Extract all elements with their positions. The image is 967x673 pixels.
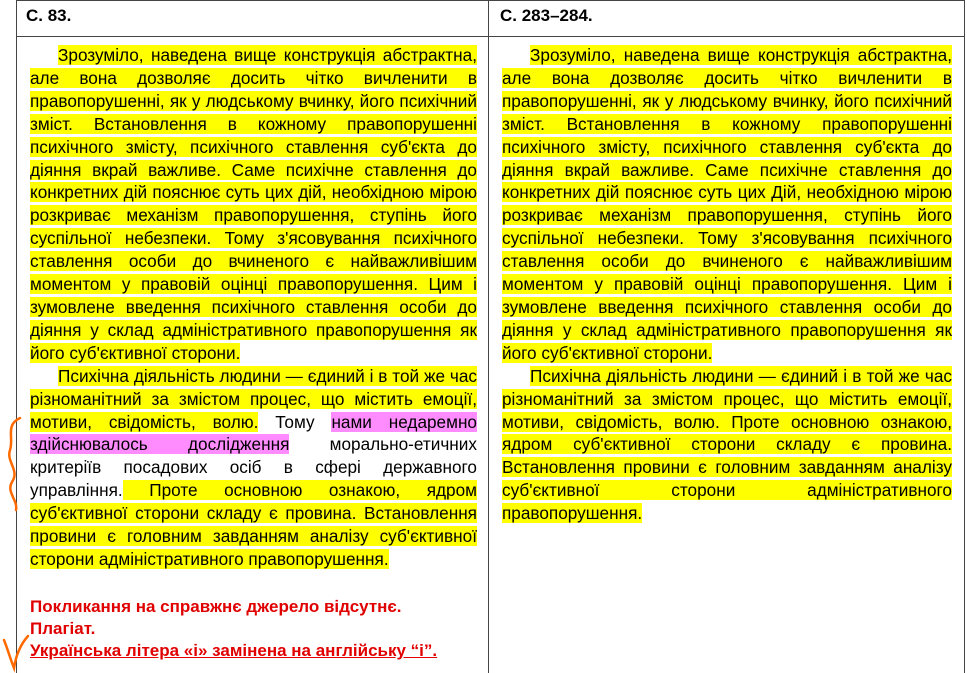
left-p2-highlighted-2: Проте основною ознакою, ядром суб'єктивної сторони складу є провина. Встановлення провини є головним завданням аналізу суб'єктивної сторони адміністративного правопорушення.: [30, 480, 477, 569]
reviewer-note: [30, 596, 437, 662]
left-p2-plain-1: Тому: [258, 411, 332, 432]
comparison-table: [16, 0, 965, 673]
table-divider: [488, 0, 489, 673]
right-p2-highlighted: Психічна діяльність людини — єдиний і в той же час різноманітний за змістом процес, що містить емоції, мотиви, свідомість, волю. Проте основною ознакою, ядром суб'єктивної сторони складу є провина. Встановлення провини є головним завданням аналізу суб'єктивної сторони адміністративного правопорушення.: [502, 365, 952, 524]
note-line-3: Українська літера «і» замінена на англійську “i”.: [30, 641, 438, 660]
right-column-text: [502, 44, 952, 525]
table-border-right: [964, 0, 965, 673]
table-border-top: [16, 0, 965, 1]
right-paragraph-1: [502, 44, 952, 365]
left-paragraph-1: [30, 44, 477, 365]
left-column-text: [30, 44, 477, 571]
left-p1-highlighted: Зрозуміло, наведена вище конструкція абстрактна, але вона дозволяє досить чітко вичленити в правопорушенні, як у людському вчинку, його психічний зміст. Встановлення в кожному правопорушенні психічного змісту, психічного ставлення суб'єкта до діяння вкрай важливе. Саме психічне ставлення до конкретних дій пояснює суть цих дій, необхідною мірою розкриває механізм правопорушення, ступінь його суспільної небезпеки. Тому з'ясовування психічного ставлення особи до вчиненого є найважливішим моментом у правовій оцінці правопорушення. Цим і зумовлене введення психічного ставлення особи до діяння у склад адміністративного правопорушення як його суб'єктивної сторони.: [30, 45, 477, 363]
note-line-2: Плагіат.: [30, 619, 96, 638]
note-line-1: Покликання на справжнє джерело відсутнє.: [30, 597, 402, 616]
left-p2-plain-2: морально-етичних критеріїв посадових осіб в сфері державного управління.: [30, 434, 477, 501]
left-p2-highlighted: Психічна діяльність людини — єдиний і в той же час різноманітний за змістом процес, що містить емоції, мотиви, свідомість, волю.: [30, 365, 477, 432]
header-separator: [16, 36, 965, 37]
table-border-left: [16, 0, 17, 673]
left-paragraph-2: [30, 365, 477, 571]
left-p2-pink-highlight: нами недаремно здійснювалось дослідження: [30, 411, 477, 455]
right-column-header: С. 283–284.: [500, 6, 593, 25]
right-p1-highlighted: Зрозуміло, наведена вище конструкція абстрактна, але вона дозволяє досить чітко вичленити в правопорушенні, як у людському вчинку, його психічний зміст. Встановлення в кожному правопорушенні психічного змісту, психічного ставлення суб'єкта до діяння вкрай важливе. Саме психічне ставлення до конкретних дій пояснює суть цих Дій, необхідною мірою розкриває механізм правопорушення, ступінь його суспільної небезпеки. Тому з'ясовування психічного ставлення особи до вчиненого є найважливішим моментом у правовій оцінці правопорушення. Цим і зумовлене введення психічного ставлення особи до діяння у склад адміністративного правопорушення як його суб'єктивної сторони.: [502, 45, 952, 363]
right-paragraph-2: [502, 365, 952, 525]
left-column-header: С. 83.: [26, 6, 72, 25]
